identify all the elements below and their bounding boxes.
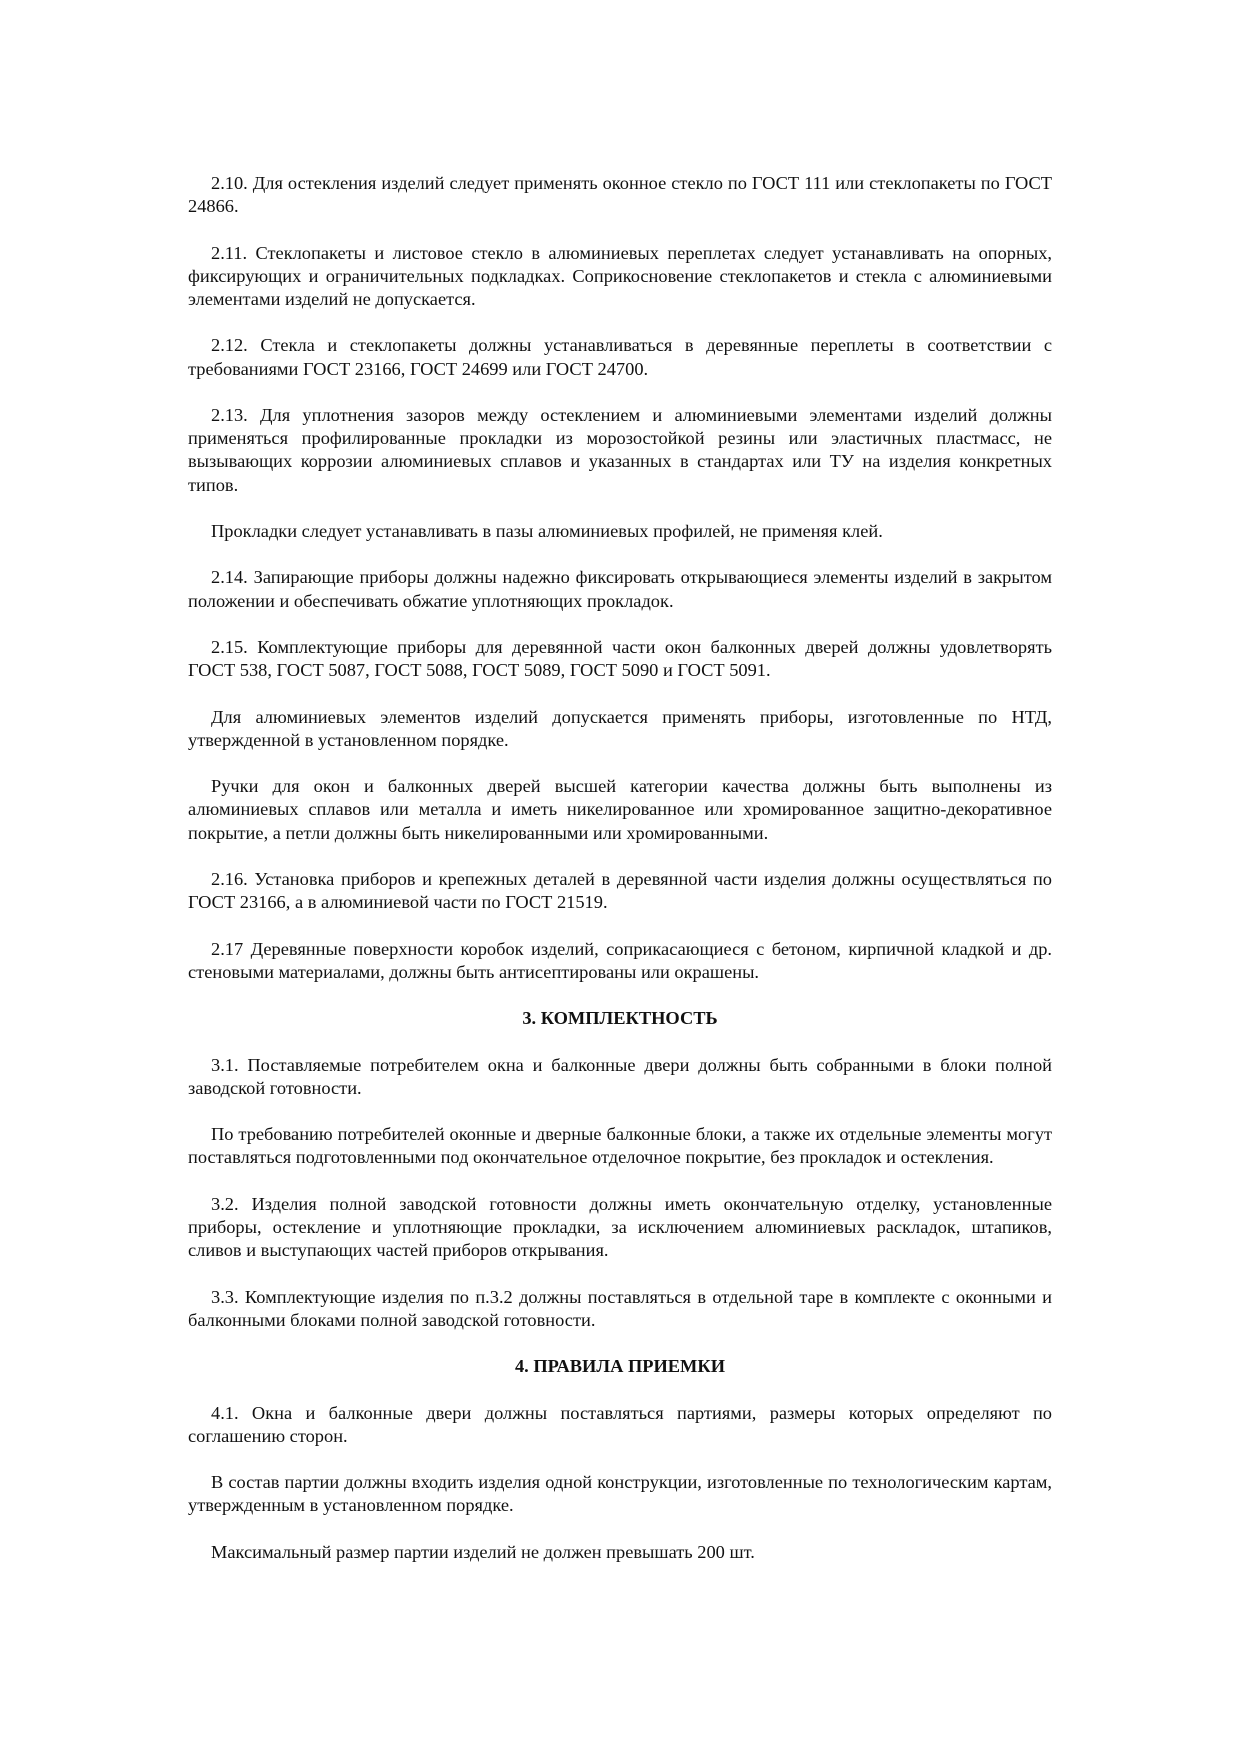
paragraph-2-15-aluminium: Для алюминиевых элементов изделий допускается применять приборы, изготовленные по НТД, утвержденной в установленном порядке. xyxy=(188,706,1052,750)
paragraph-4-1-max-size: Максимальный размер партии изделий не должен превышать 200 шт. xyxy=(211,1541,755,1562)
paragraph-4-1-composition: В состав партии должны входить изделия одной конструкции, изготовленные по технологическим картам, утвержденным в установленном порядке. xyxy=(188,1472,1052,1516)
section-heading-acceptance-rules: 4. ПРАВИЛА ПРИЕМКИ xyxy=(514,1356,726,1377)
paragraph-3-2: 3.2. Изделия полной заводской готовности должны иметь окончательную отделку, установленные приборы, остекление и уплотняющие прокладки, за исключением алюминиевых раскладок, штапиков, сливов и выступающих частей приборов открывания. xyxy=(188,1193,1052,1261)
paragraph-4-1: 4.1. Окна и балконные двери должны поставляться партиями, размеры которых определяют по соглашению сторон. xyxy=(188,1402,1052,1446)
paragraph-2-13: 2.13. Для уплотнения зазоров между остеклением и алюминиевыми элементами изделий должны применяться профилированные прокладки из морозостойкой резины или эластичных пластмасс, не вызывающих коррозии алюминиевых сплавов и указанных в стандартах или ТУ на изделия конкретных типов. xyxy=(188,404,1052,495)
paragraph-3-1-request: По требованию потребителей оконные и дверные балконные блоки, а также их отдельные элементы могут поставляться подготовленными под окончательное отделочное покрытие, без прокладок и остекления. xyxy=(188,1124,1052,1168)
paragraph-2-16: 2.16. Установка приборов и крепежных деталей в деревянной части изделия должны осуществляться по ГОСТ 23166, а в алюминиевой части по ГОСТ 21519. xyxy=(188,868,1052,913)
paragraph-2-11: 2.11. Стеклопакеты и листовое стекло в алюминиевых переплетах следует устанавливать на опорных, фиксирующих и ограничительных подкладках. Соприкосновение стеклопакетов и стекла с алюминиевыми элементами изделий не допускается. xyxy=(188,242,1052,309)
paragraph-3-1: 3.1. Поставляемые потребителем окна и балконные двери должны быть собранными в блоки полной заводской готовности. xyxy=(188,1054,1052,1098)
paragraph-2-10: 2.10. Для остекления изделий следует применять оконное стекло по ГОСТ 111 или стеклопакеты по ГОСТ 24866. xyxy=(188,173,1052,217)
paragraph-2-13-gaskets: Прокладки следует устанавливать в пазы алюминиевых профилей, не применяя клей. xyxy=(211,520,883,541)
paragraph-2-17: 2.17 Деревянные поверхности коробок изделий, соприкасающиеся с бетоном, кирпичной кладкой и др. стеновыми материалами, должны быть антисептированы или окрашены. xyxy=(188,938,1052,982)
paragraph-2-12: 2.12. Стекла и стеклопакеты должны устанавливаться в деревянные переплеты в соответствии с требованиями ГОСТ 23166, ГОСТ 24699 или ГОСТ 24700. xyxy=(188,335,1052,379)
paragraph-3-3: 3.3. Комплектующие изделия по п.3.2 должны поставляться в отдельной таре в комплекте с оконными и балконными блоками полной заводской готовности. xyxy=(188,1286,1052,1330)
paragraph-2-14: 2.14. Запирающие приборы должны надежно фиксировать открывающиеся элементы изделий в закрытом положении и обеспечивать обжатие уплотняющих прокладок. xyxy=(188,567,1052,611)
paragraph-2-15: 2.15. Комплектующие приборы для деревянной части окон балконных дверей должны удовлетворять ГОСТ 538, ГОСТ 5087, ГОСТ 5088, ГОСТ 5089, ГОСТ 5090 и ГОСТ 5091. xyxy=(188,636,1052,681)
document-page xyxy=(188,172,1052,1587)
section-heading-completeness: 3. КОМПЛЕКТНОСТЬ xyxy=(522,1008,718,1029)
paragraph-2-15-handles: Ручки для окон и балконных дверей высшей категории качества должны быть выполнены из алюминиевых сплавов или металла и иметь никелированное или хромированное защитно-декоративное покрытие, а петли должны быть никелированными или хромированными. xyxy=(188,776,1052,843)
